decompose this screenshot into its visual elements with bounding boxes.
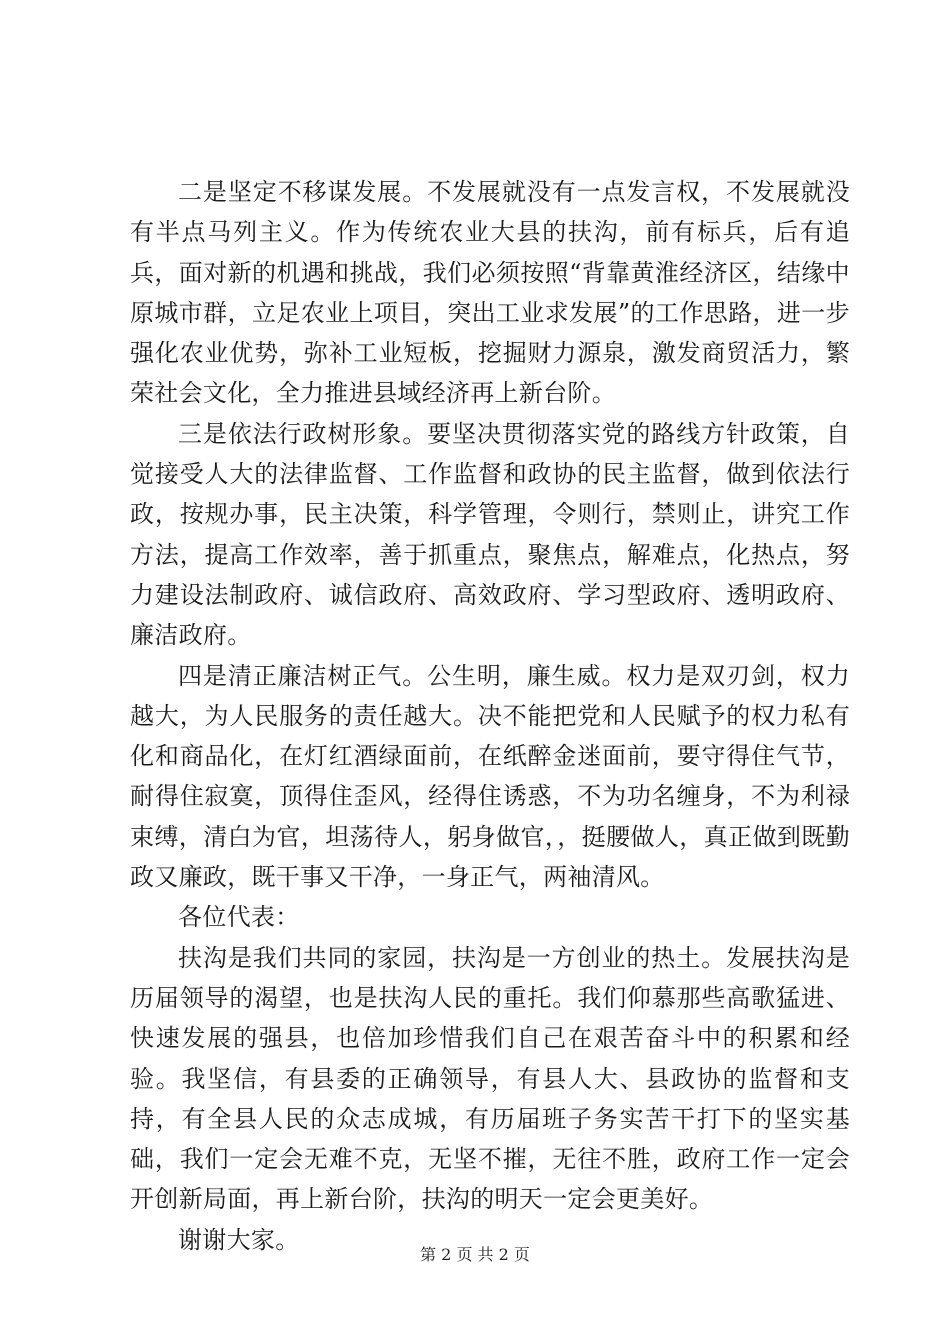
paragraph-salutation: 各位代表：: [178, 903, 300, 932]
page-number-footer: 第 2 页 共 2 页: [420, 1245, 530, 1264]
document-body: [130, 172, 850, 1260]
paragraph-thanks: 谢谢大家。: [178, 1225, 300, 1254]
paragraph-development: 二是坚定不移谋发展。不发展就没有一点发言权，不发展就没有半点马列主义。作为传统农业大县的扶沟，前有标兵，后有追兵，面对新的机遇和挑战，我们必须按照“背靠黄淮经济区，结缘中原城市群，立足农业上项目，突出工业求发展”的工作思路，进一步强化农业优势，弥补工业短板，挖掘财力源泉，激发商贸活力，繁荣社会文化，全力推进县域经济再上新台阶。: [130, 178, 850, 408]
paragraph-closing: 扶沟是我们共同的家园，扶沟是一方创业的热土。发展扶沟是历届领导的渴望，也是扶沟人民的重托。我们仰慕那些高歌猛进、快速发展的强县，也倍加珍惜我们自己在艰苦奋斗中的积累和经验。我坚信，有县委的正确领导，有县人大、县政协的监督和支持，有全县人民的众志成城，有历届班子务实苦干打下的坚实基础，我们一定会无难不克，无坚不摧，无往不胜，政府工作一定会开创新局面，再上新台阶，扶沟的明天一定会更美好。: [130, 943, 850, 1214]
paragraph-rule-of-law: 三是依法行政树形象。要坚决贯彻落实党的路线方针政策，自觉接受人大的法律监督、工作监督和政协的民主监督，做到依法行政，按规办事，民主决策，科学管理，令则行，禁则止，讲究工作方法，提高工作效率，善于抓重点，聚焦点，解难点，化热点，努力建设法制政府、诚信政府、高效政府、学习型政府、透明政府、廉洁政府。: [130, 419, 850, 650]
paragraph-integrity: 四是清正廉洁树正气。公生明，廉生威。权力是双刃剑，权力越大，为人民服务的责任越大。决不能把党和人民赋予的权力私有化和商品化，在灯红酒绿面前，在纸醉金迷面前，要守得住气节，耐得住寂寞，顶得住歪风，经得住诱惑，不为功名缠身，不为利禄束缚，清白为官，坦荡待人，躬身做官，，挺腰做人，真正做到既勤政又廉政，既干事又干净，一身正气，两袖清风。: [130, 661, 850, 892]
